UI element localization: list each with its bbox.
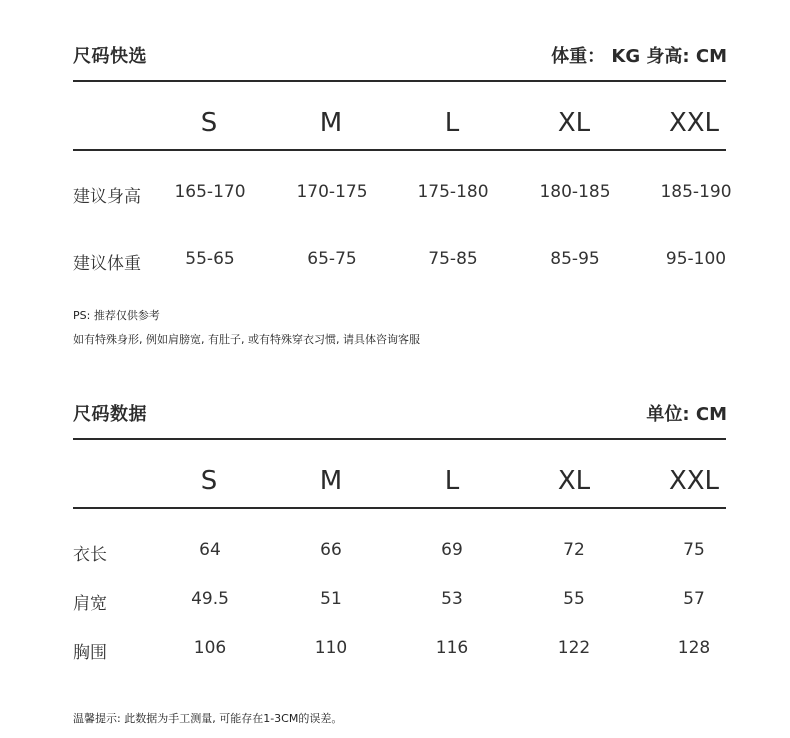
size-header-xxl: XXL bbox=[668, 108, 720, 138]
table-cell: 53 bbox=[441, 589, 463, 609]
divider bbox=[73, 80, 726, 82]
divider bbox=[73, 507, 726, 509]
table-cell: 65-75 bbox=[307, 249, 357, 269]
quick-units-label: 体重： KG 身高: CM bbox=[551, 46, 727, 67]
quick-section-title: 尺码快选 bbox=[73, 46, 147, 67]
table-cell: 165-170 bbox=[174, 182, 246, 202]
table-cell: 175-180 bbox=[417, 182, 489, 202]
table-cell: 72 bbox=[563, 540, 585, 560]
table-cell: 55-65 bbox=[185, 249, 235, 269]
ps-note: PS: 推荐仅供参考 bbox=[73, 309, 160, 322]
data-section-title: 尺码数据 bbox=[73, 404, 147, 425]
fit-note: 如有特殊身形, 例如肩膀宽, 有肚子, 或有特殊穿衣习惯, 请具体咨询客服 bbox=[73, 333, 420, 346]
size-header-l: L bbox=[444, 108, 460, 138]
size-header-xl: XL bbox=[557, 108, 591, 138]
divider bbox=[73, 149, 726, 151]
row-label-chest: 胸围 bbox=[73, 643, 107, 663]
table-cell: 185-190 bbox=[660, 182, 732, 202]
size-header-xl: XL bbox=[557, 466, 591, 496]
table-cell: 180-185 bbox=[539, 182, 611, 202]
table-cell: 128 bbox=[677, 638, 711, 658]
row-label-weight: 建议体重 bbox=[73, 254, 141, 274]
table-cell: 64 bbox=[199, 540, 221, 560]
table-cell: 55 bbox=[563, 589, 585, 609]
table-cell: 95-100 bbox=[665, 249, 727, 269]
divider bbox=[73, 438, 726, 440]
table-cell: 75-85 bbox=[428, 249, 478, 269]
table-cell: 69 bbox=[441, 540, 463, 560]
table-cell: 106 bbox=[193, 638, 227, 658]
table-cell: 110 bbox=[314, 638, 348, 658]
table-cell: 51 bbox=[320, 589, 342, 609]
data-units-label: 单位: CM bbox=[646, 404, 727, 425]
size-header-m: M bbox=[319, 108, 343, 138]
size-header-xxl: XXL bbox=[668, 466, 720, 496]
row-label-shoulder: 肩宽 bbox=[73, 594, 107, 614]
table-cell: 57 bbox=[683, 589, 705, 609]
table-cell: 116 bbox=[435, 638, 469, 658]
table-cell: 49.5 bbox=[191, 589, 229, 609]
table-cell: 66 bbox=[320, 540, 342, 560]
table-cell: 75 bbox=[683, 540, 705, 560]
size-header-l: L bbox=[444, 466, 460, 496]
size-header-s: S bbox=[200, 466, 218, 496]
table-cell: 85-95 bbox=[550, 249, 600, 269]
row-label-height: 建议身高 bbox=[73, 187, 141, 207]
table-cell: 170-175 bbox=[296, 182, 368, 202]
table-cell: 122 bbox=[557, 638, 591, 658]
size-header-s: S bbox=[200, 108, 218, 138]
measurement-footnote: 温馨提示: 此数据为手工测量, 可能存在1-3CM的误差。 bbox=[73, 712, 343, 725]
size-header-m: M bbox=[319, 466, 343, 496]
row-label-length: 衣长 bbox=[73, 545, 107, 565]
